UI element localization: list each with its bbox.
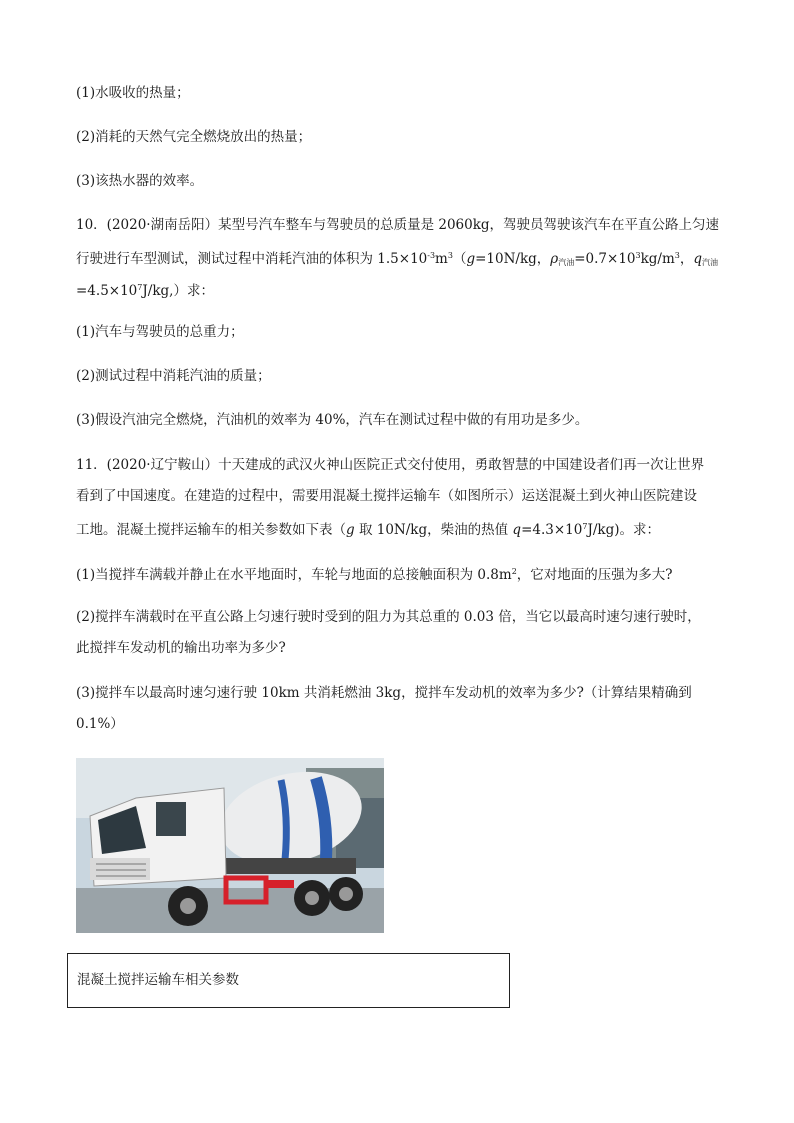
q11-stem-line3 — [76, 518, 660, 539]
symbol-rho: ρ — [550, 251, 559, 267]
q10-stem-line3 — [76, 279, 214, 300]
q11-stem-line2: 看到了中国速度。在建造的过程中，需要用混凝土搅拌运输车（如图所示）运送混凝土到火神山医院建设 — [76, 488, 697, 504]
text: ，它对地面的压强为多大? — [516, 567, 673, 583]
superscript: 7 — [582, 522, 588, 531]
subscript: 汽油 — [702, 258, 719, 267]
text: =4.5×10 — [76, 283, 138, 299]
text: ， — [679, 251, 694, 267]
parameter-table — [67, 953, 510, 1008]
q11-part3-line2: 0.1%） — [76, 716, 124, 732]
superscript: 2 — [511, 567, 517, 576]
symbol-q: q — [512, 522, 522, 538]
text: (1)当搅拌车满载并静止在水平地面时，车轮与地面的总接触面积为 0.8m — [76, 567, 512, 583]
symbol-g: g — [346, 522, 355, 538]
text: （ — [452, 251, 467, 267]
superscript: 3 — [674, 251, 680, 260]
q9-part2: (2)消耗的天然气完全燃烧放出的热量； — [76, 129, 312, 145]
text: 取 10N/kg，柴油的热值 — [354, 522, 513, 538]
text: =0.7×10 — [574, 251, 636, 267]
concrete-mixer-truck-photo — [76, 758, 384, 933]
text: J/kg,）求： — [142, 283, 214, 299]
q9-part3: (3)该热水器的效率。 — [76, 173, 204, 189]
q11-part2-line2: 此搅拌车发动机的输出功率为多少? — [76, 640, 286, 656]
q11-stem-line1: 11．(2020·辽宁鞍山）十天建成的武汉火神山医院正式交付使用，勇敢智慧的中国建设者们再一次让世界 — [76, 457, 705, 473]
q10-part2: (2)测试过程中消耗汽油的质量； — [76, 368, 271, 384]
truck-illustration — [76, 758, 384, 933]
text: =10N/kg， — [475, 251, 551, 267]
q11-part1 — [76, 563, 673, 584]
q10-stem-line2 — [76, 247, 718, 272]
superscript: 3 — [447, 251, 453, 260]
symbol-q: q — [693, 251, 703, 267]
superscript: -3 — [427, 251, 436, 260]
text: =4.3×10 — [521, 522, 583, 538]
text: m — [435, 251, 448, 267]
text: kg/m — [640, 251, 675, 267]
q11-part2-line1: (2)搅拌车满载时在平直公路上匀速行驶时受到的阻力为其总重的 0.03 倍，当它以最高时速匀速行驶时， — [76, 609, 701, 625]
table-caption: 混凝土搅拌运输车相关参数 — [77, 972, 239, 988]
q9-part1: (1)水吸收的热量； — [76, 85, 190, 101]
superscript: 7 — [137, 283, 143, 292]
q10-part1: (1)汽车与驾驶员的总重力； — [76, 324, 244, 340]
text: 工地。混凝土搅拌运输车的相关参数如下表（ — [76, 522, 346, 538]
text: 行驶进行车型测试，测试过程中消耗汽油的体积为 1.5×10 — [76, 251, 428, 267]
q10-stem-line1: 10．(2020·湖南岳阳）某型号汽车整车与驾驶员的总质量是 2060kg，驾驶员驾驶该汽车在平直公路上匀速 — [76, 217, 720, 233]
subscript: 汽油 — [558, 258, 575, 267]
symbol-g: g — [466, 251, 476, 267]
text: J/kg)。求： — [587, 522, 660, 538]
superscript: 3 — [635, 251, 641, 260]
q11-part3-line1: (3)搅拌车以最高时速匀速行驶 10km 共消耗燃油 3kg，搅拌车发动机的效率为多少?（计算结果精确到 — [76, 685, 692, 701]
q10-part3: (3)假设汽油完全燃烧，汽油机的效率为 40%，汽车在测试过程中做的有用功是多少。 — [76, 412, 589, 428]
